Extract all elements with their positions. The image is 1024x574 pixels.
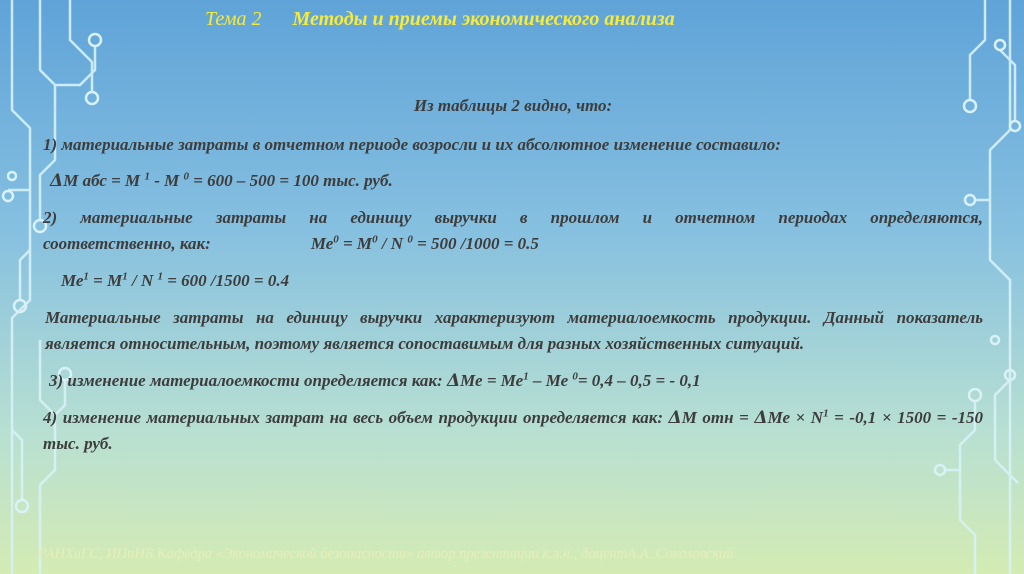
- point-1-text: 1) материальные затраты в отчетном периоде возросли и их абсолютное изменение составило:: [43, 135, 781, 154]
- slide-body: [43, 93, 983, 457]
- footer-credits: РАНХиГС, ИПиНБ Кафедра «Экономической безопасности» автор презентации к.э.н., доцентА.А..Соколовский: [38, 546, 734, 562]
- topic-label: Тема 2: [205, 8, 262, 30]
- delta-symbol: Δ: [754, 408, 768, 428]
- slide-title: [205, 8, 845, 31]
- formula-absolute-change: ΔМ абс = М $^1$ - М $^0$ = 600 – 500 = 100 тыс. руб.: [50, 170, 393, 191]
- delta-symbol: Δ: [50, 171, 64, 191]
- point-2-line-1: 2) материальные затраты на единицу выручки в прошлом и отчетном периодах определяются,: [43, 208, 983, 227]
- point-2-line-2: соответственно, как: $Ме^0 = М^0 / N$ $^0$ = 500 /1000 = 0.5: [43, 233, 539, 253]
- formula-me0: $Ме^0 = М^0 / N$ $^0$ = 500 /1000 = 0.5: [310, 233, 539, 253]
- formula-me1: $Ме^1 = М^1 / N$ $^1$ = 600 /1500 = 0.4: [61, 270, 290, 290]
- topic-title: Методы и приемы экономического анализа: [292, 8, 675, 30]
- point-4-text: 4) изменение материальных затрат на весь объем продукции определяется как: ΔМ отн = $\Delta Ме \times N^1 = -0,1 \times 1500 = -150$ тыс. руб.: [43, 407, 984, 453]
- materialoemkost-paragraph: Материальные затраты на единицу выручки характеризуют материалоемкость продукции. Данный показатель является относительным, поэтому является сопоставимым для разных хозяйственных ситуаций.: [45, 308, 983, 353]
- delta-symbol: Δ: [668, 408, 682, 428]
- point-3-text: 3) изменение материалоемкости определяется как: $\Delta Ме = Ме^1$ – Ме $^0$= 0,4 – 0,5 = - 0,1: [49, 370, 701, 391]
- delta-symbol: Δ: [446, 371, 461, 391]
- intro-line: Из таблицы 2 видно, что:: [413, 96, 613, 115]
